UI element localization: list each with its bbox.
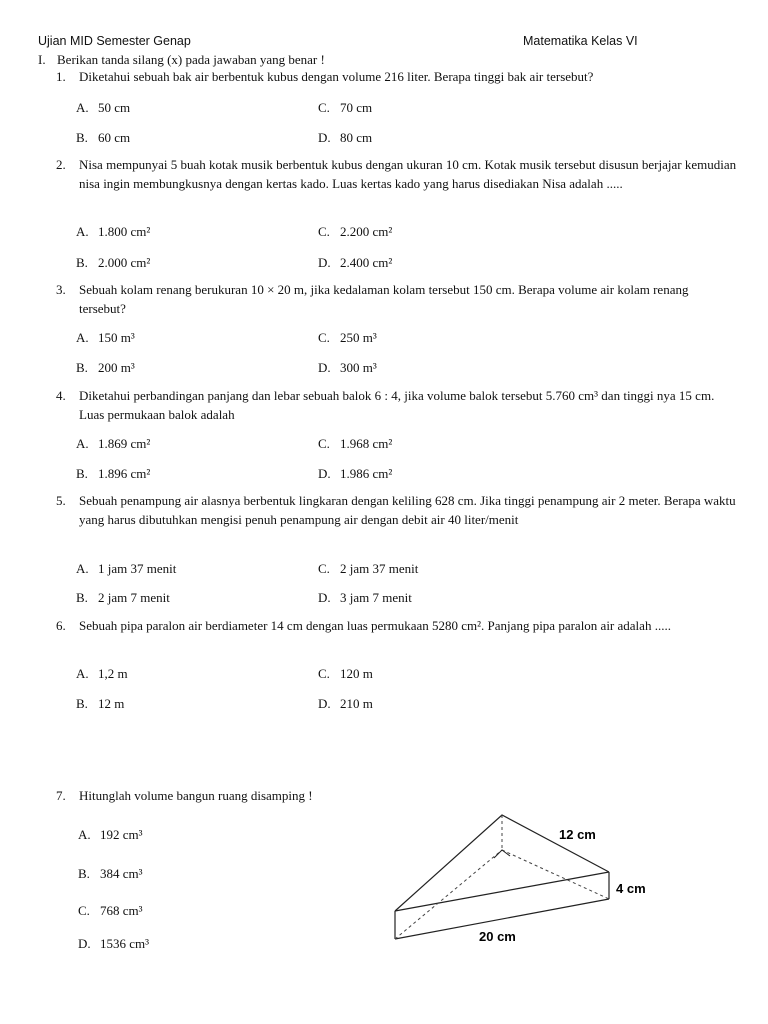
question-text: Sebuah penampung air alasnya berbentuk lingkaran dengan keliling 628 cm. Jika tinggi penampung air 2 meter. Berapa waktu yang harus dibutuhkan mengisi penuh penampung air dengan debit air 40 liter/menit — [79, 493, 736, 527]
option-c: C. 2.200 cm² — [318, 224, 393, 239]
label-20cm: 20 cm — [479, 929, 516, 944]
option-b: B. 384 cm³ — [78, 866, 143, 881]
option-a: A. 192 cm³ — [78, 827, 143, 842]
section-instruction — [38, 52, 325, 68]
right-angle-mark — [494, 850, 510, 858]
question-number: 4. — [56, 388, 66, 403]
option-c: C. 70 cm — [318, 100, 373, 115]
question-4 — [56, 387, 738, 424]
option-b: B. 2.000 cm² — [76, 255, 151, 270]
question-text: Sebuah pipa paralon air berdiameter 14 cm dengan luas permukaan 5280 cm². Panjang pipa paralon air adalah ..... — [79, 618, 671, 633]
option-b: B. 200 m³ — [76, 360, 135, 375]
option-c: C. 768 cm³ — [78, 903, 143, 918]
option-d: D. 2.400 cm² — [318, 255, 393, 270]
question-number: 6. — [56, 618, 66, 633]
question-text: Diketahui perbandingan panjang dan lebar sebuah balok 6 : 4, jika volume balok tersebut 5.760 cm³ dan tinggi nya 15 cm. Luas permukaan balok adalah — [79, 388, 715, 422]
question-text: Sebuah kolam renang berukuran 10 × 20 m, jika kedalaman kolam tersebut 150 cm. Berapa volume air kolam renang tersebut? — [79, 282, 689, 316]
question-number: 3. — [56, 282, 66, 297]
option-c: C. 1.968 cm² — [318, 436, 393, 451]
option-d: D. 210 m — [318, 696, 373, 711]
question-number: 5. — [56, 493, 66, 508]
instruction-text: Berikan tanda silang (x) pada jawaban yang benar ! — [57, 52, 325, 67]
option-d: D. 1.986 cm² — [318, 466, 393, 481]
question-text: Hitunglah volume bangun ruang disamping ! — [79, 788, 313, 803]
question-number: 7. — [56, 788, 66, 803]
option-d: D. 300 m³ — [318, 360, 377, 375]
question-7 — [56, 787, 738, 806]
header-class: Matematika Kelas VI — [523, 34, 638, 48]
option-a: A. 1.869 cm² — [76, 436, 151, 451]
option-b: B. 60 cm — [76, 130, 131, 145]
option-b: B. 2 jam 7 menit — [76, 590, 170, 605]
option-a: A. 1.800 cm² — [76, 224, 151, 239]
question-1 — [56, 68, 738, 87]
option-c: C. 120 m — [318, 666, 373, 681]
option-d: D. 1536 cm³ — [78, 936, 150, 951]
question-number: 1. — [56, 69, 66, 84]
question-number: 2. — [56, 157, 66, 172]
option-a: A. 1 jam 37 menit — [76, 561, 177, 576]
option-a: A. 1,2 m — [76, 666, 128, 681]
option-c: C. 2 jam 37 menit — [318, 561, 419, 576]
option-c: C. 250 m³ — [318, 330, 377, 345]
question-text: Nisa mempunyai 5 buah kotak musik berbentuk kubus dengan ukuran 10 cm. Kotak musik tersebut disusun berjajar kemudian nisa ingin membungkusnya dengan kertas kado. Luas kertas kado yang harus disediakan Nisa adalah ..... — [79, 157, 737, 191]
triangular-prism-figure — [390, 810, 650, 950]
question-3 — [56, 281, 738, 318]
option-d: D. 3 jam 7 menit — [318, 590, 412, 605]
header-subject-exam: Ujian MID Semester Genap — [38, 34, 191, 48]
option-b: B. 12 m — [76, 696, 125, 711]
question-6 — [56, 617, 738, 636]
question-text: Diketahui sebuah bak air berbentuk kubus dengan volume 216 liter. Berapa tinggi bak air tersebut? — [79, 69, 594, 84]
section-numeral: I. — [38, 52, 46, 67]
question-2 — [56, 156, 738, 193]
label-4cm: 4 cm — [616, 881, 646, 896]
option-a: A. 150 m³ — [76, 330, 135, 345]
option-d: D. 80 cm — [318, 130, 373, 145]
option-b: B. 1.896 cm² — [76, 466, 151, 481]
question-5 — [56, 492, 738, 529]
option-a: A. 50 cm — [76, 100, 131, 115]
label-12cm: 12 cm — [559, 827, 596, 842]
